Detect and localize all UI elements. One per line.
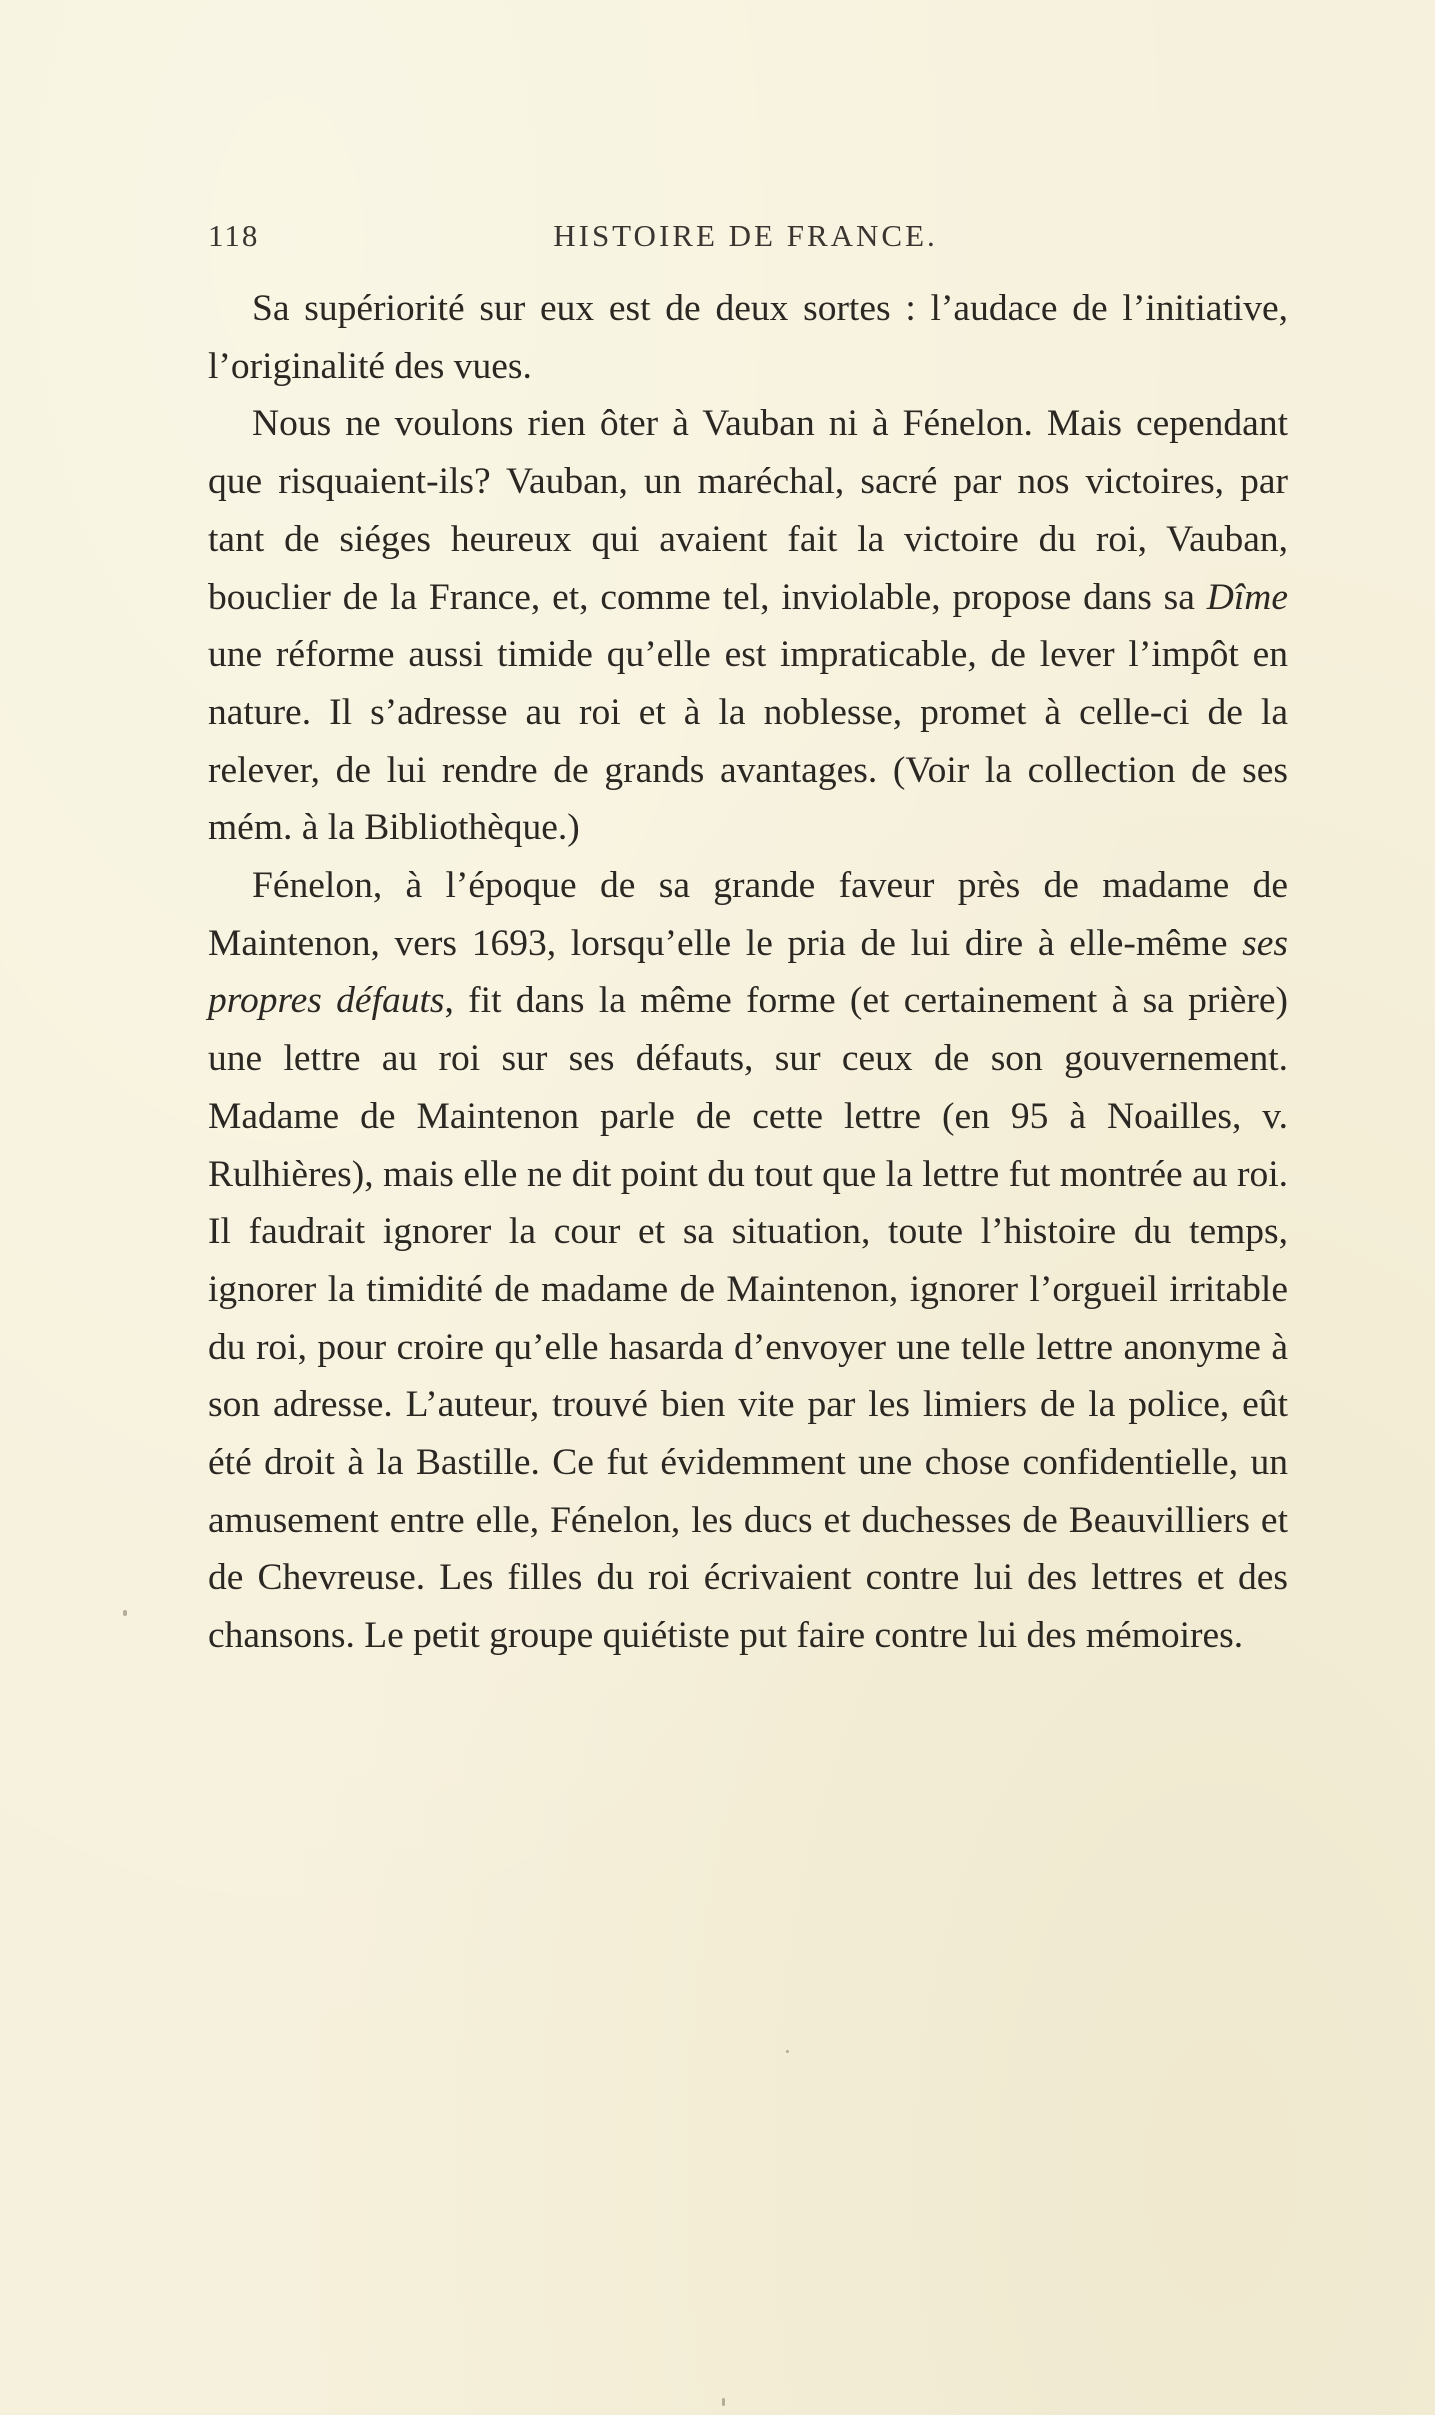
page-number: 118 [208, 218, 260, 253]
paragraph-2-part-b: une réforme aussi timide qu’elle est impraticable, de lever l’impôt en nature. Il s’adresse au roi et à la noblesse, promet à celle-ci de la relever, de lui rendre de grands avantages. (Voir la collection de ses mém. à la Bibliothèque.) [208, 634, 1288, 849]
paragraph-1: Sa supériorité sur eux est de deux sortes : l’audace de l’initiative, l’originalité des vues. [208, 288, 1288, 387]
paper-speck [123, 1610, 127, 1616]
paper-speck [786, 2050, 789, 2053]
running-title: HISTOIRE DE FRANCE. [553, 218, 938, 253]
paragraph-2 [208, 395, 1288, 857]
paragraph-3-part-a: Fénelon, à l’époque de sa grande faveur près de madame de Maintenon, vers 1693, lorsqu’elle le pria de lui dire à elle-même [208, 865, 1288, 964]
paper-speck [722, 2398, 725, 2406]
paragraph-2-italic: Dîme [1206, 576, 1288, 618]
paragraph-2-part-a: Nous ne voulons rien ôter à Vauban ni à Fénelon. Mais cependant que risquaient-ils? Vauban, un maréchal, sacré par nos victoires, par tant de siéges heureux qui avaient fait la victoire du roi, Vauban, bouclier de la France, et, comme tel, inviolable, propose dans sa [208, 403, 1288, 618]
paragraph-3-part-b: , fit dans la même forme (et certainement à sa prière) une lettre au roi sur ses défauts, sur ceux de son gouvernement. Madame de Maintenon parle de cette lettre (en 95 à Noailles, v. Rulhières), mais elle ne dit point du tout que la lettre fut montrée au roi. Il faudrait ignorer la cour et sa situation, toute l’histoire du temps, ignorer la timidité de madame de Maintenon, ignorer l’orgueil irritable du roi, pour croire qu’elle hasarda d’envoyer une telle lettre anonyme à son adresse. L’auteur, trouvé bien vite par les limiers de la police, eût été droit à la Bastille. Ce fut évidemment une chose confidentielle, un amusement entre elle, Fénelon, les ducs et duchesses de Beauvilliers et de Chevreuse. Les filles du roi écrivaient contre lui des lettres et des chansons. Le petit groupe quiétiste put faire contre lui des mémoires. [208, 980, 1289, 1657]
paragraph-3-italic: ses propres défauts [208, 922, 1288, 1022]
page-header [208, 218, 1283, 262]
body-text [208, 280, 1288, 1665]
paragraph-3 [208, 857, 1288, 1665]
